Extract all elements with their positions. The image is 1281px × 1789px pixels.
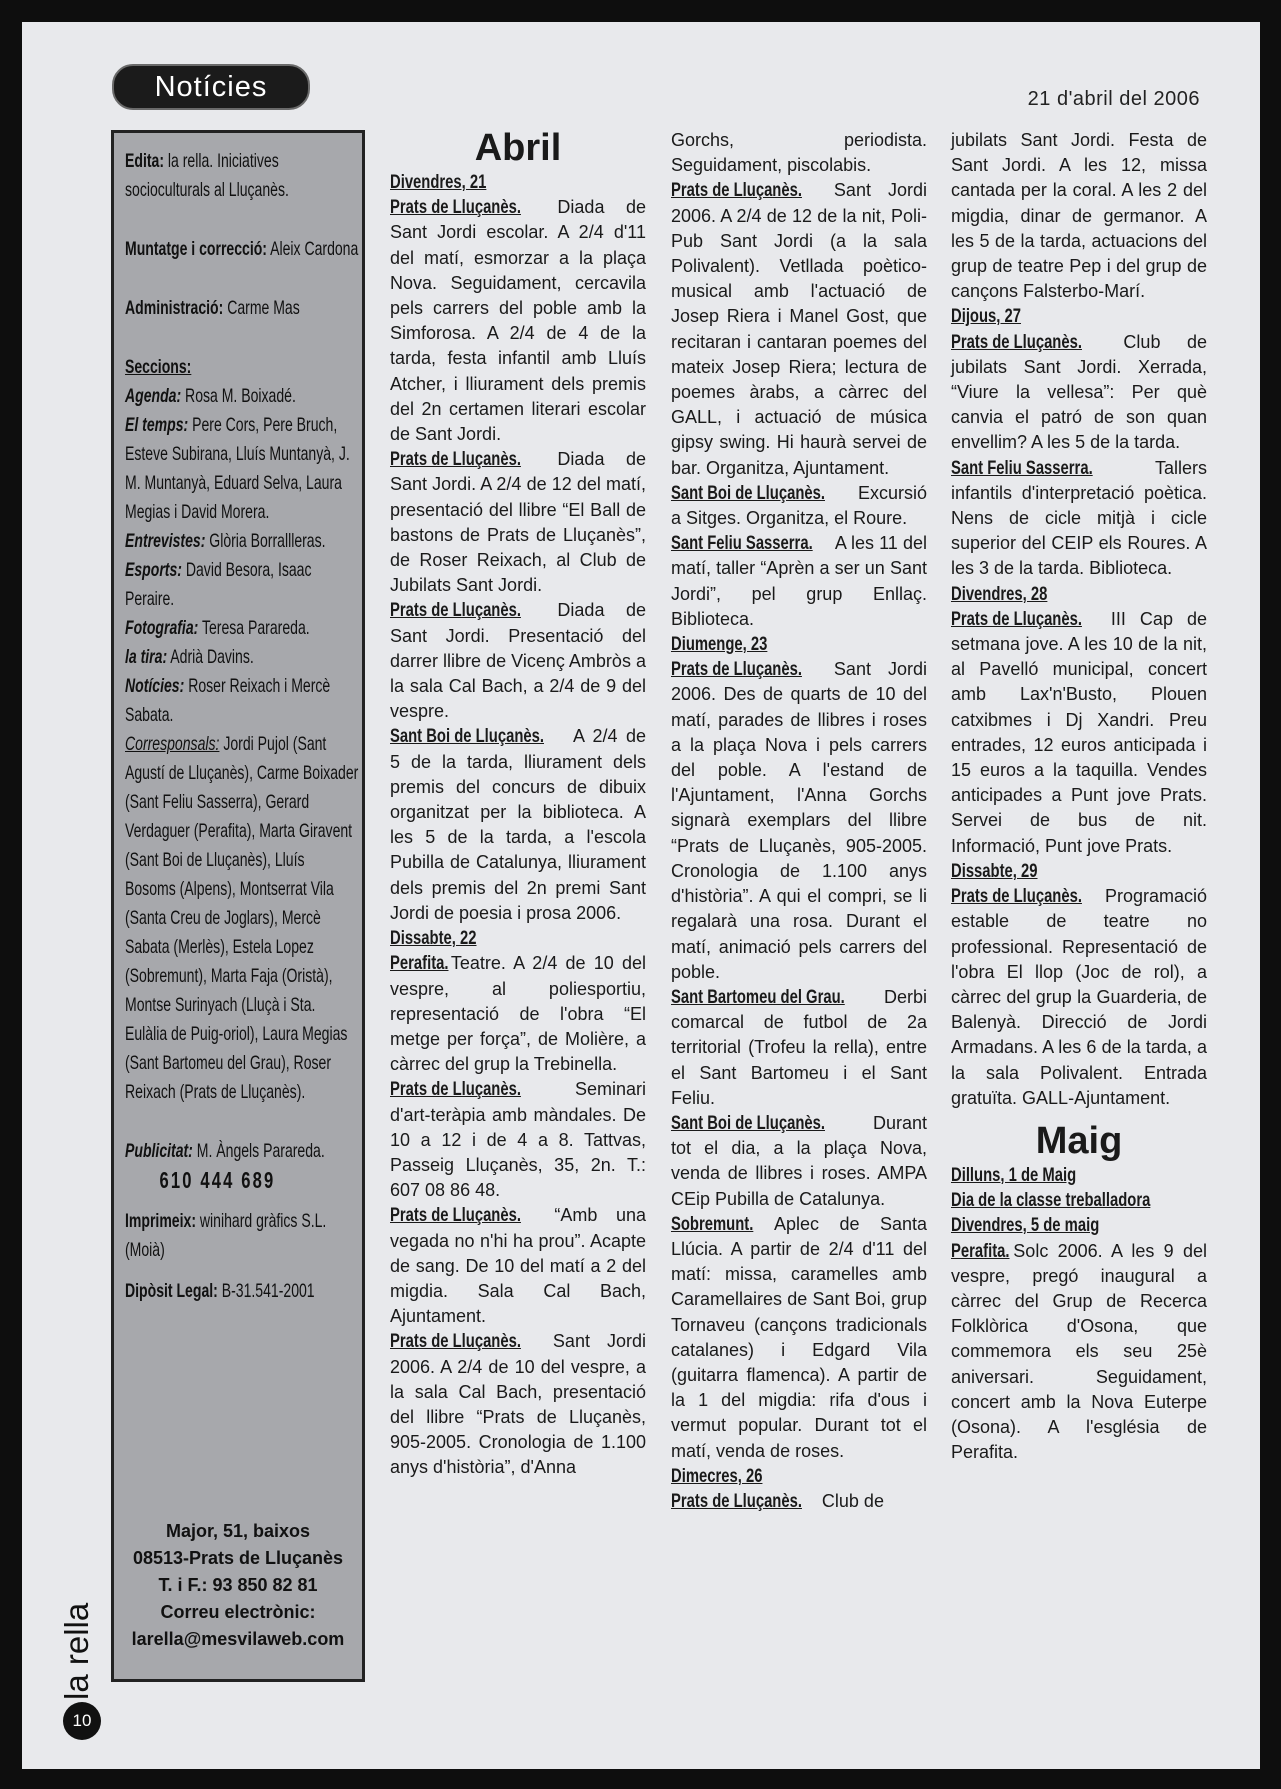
credit-administracio: Administració: Carme Mas xyxy=(125,297,300,319)
event-entry: Prats de Lluçanès. Programació estable de teatre no professional. Representació de l'obra El llop (Joc de rol), a càrrec del grup la Guarderia, de Balenyà. Direcció de Jordi Armadans. A les 6 de la tarda, a la sala Polivalent. Entrada gratuïta. GALL-Ajuntament. xyxy=(951,886,1207,1108)
credit-muntatge: Muntatge i correcció: Aleix Cardona xyxy=(125,238,359,260)
event-entry: Prats de Lluçanès. Diada de Sant Jordi escolar. A 2/4 d'11 del matí, esmorzar a la plaça Nova. Seguidament, cercavila pels carrers del poble amb la Simforosa. A 2/4 de 4 de la tarda, festa infantil amb Lluís Atcher, i lliurament dels premis del 2n certamen literari escolar de Sant Jordi. xyxy=(390,197,646,445)
event-entry: Prats de Lluçanès. Sant Jordi 2006. A 2/4 de 10 del vespre, a la sala Cal Bach, presentació del llibre “Prats de Lluçanès, 905-2005. Cronologia de 1.100 anys d'història”, d'Anna xyxy=(390,1331,646,1478)
day-heading: Dijous, 27 xyxy=(951,306,1022,328)
event-continuation: jubilats Sant Jordi. Festa de Sant Jordi. A les 12, missa cantada per la coral. A les 2 del migdia, dinar de germanor. A les 5 de la tarda, actuacions del grup de teatre Pep i del grup de cançons Falsterbo-Marí. xyxy=(951,130,1207,302)
email-address: larella@mesvilaweb.com xyxy=(131,1629,345,1649)
event-entry: Sant Feliu Sasserra. Tallers infantils d'interpretació poètica. Nens de cicle mitjà i cicle superior del CEIP els Roures. A les 3 de la tarda. Biblioteca. xyxy=(951,457,1207,579)
event-entry: Prats de Lluçanès. Club de xyxy=(671,1490,884,1512)
day-heading: Dissabte, 29 xyxy=(951,860,1038,882)
credit-edita: Edita: la rella. Iniciatives socioculturals al Lluçanès. xyxy=(125,150,289,201)
day-heading: Diumenge, 23 xyxy=(671,634,768,656)
event-entry: Sant Boi de Lluçanès. A 2/4 de 5 de la tarda, lliurament dels premis del concurs de dibuix organitzat per la biblioteca. A les 5 de la tarda, a l'escola Pubilla de Catalunya, lliurament dels premis del 2n premi Sant Jordi de poesia i prosa 2006. xyxy=(390,726,646,923)
event-entry: Prats de Lluçanès. Seminari d'art-teràpia amb màndales. De 10 a 12 i de 4 a 8. Tattvas, Passeig Lluçanès, 35, 2n. T.: 607 08 86 48. xyxy=(390,1079,646,1201)
agenda-column-1 xyxy=(390,126,646,1481)
page-number: 10 xyxy=(63,1702,101,1740)
month-heading: Maig xyxy=(1035,1119,1123,1162)
credit-esports: Esports: David Besora, Isaac Peraire. xyxy=(125,559,312,610)
event-entry: Prats de Lluçanès. Diada de Sant Jordi. A 2/4 de 12 del matí, presentació del llibre “El Ball de bastons de Prats de Lluçanès”, de Roser Reixach, al Club de Jubilats Sant Jordi. xyxy=(390,449,646,596)
event-entry: Sant Boi de Lluçanès. Excursió a Sitges. Organitza, el Roure. xyxy=(671,482,927,529)
address-line: Major, 51, baixos xyxy=(165,1521,311,1541)
address-block xyxy=(122,1518,354,1653)
credit-fotografia: Fotografia: Teresa Parareda. xyxy=(125,617,310,639)
event-entry: Prats de Lluçanès. Club de jubilats Sant Jordi. Xerrada, “Viure la vellesa”: Per què canvia el patró de son quan envellim? A les 5 de la tarda. xyxy=(951,331,1207,453)
agenda-column-2 xyxy=(671,128,927,1514)
event-entry: Sobremunt. Aplec de Santa Llúcia. A partir de 2/4 d'11 del matí: missa, caramelles amb Caramellaires de Sant Boi, grup Tornaveu (cançons tradicionals catalanes) i Edgard Vila (guitarra flamenca). A partir de la 1 del migdia: rifa d'ous i vermut popular. Durant tot el matí, venda de roses. xyxy=(671,1213,927,1461)
credit-phone: 610 444 689 xyxy=(159,1167,276,1193)
address-line: 08513-Prats de Lluçanès xyxy=(132,1548,344,1568)
month-heading: Abril xyxy=(474,127,562,169)
credit-diposit: Dipòsit Legal: B-31.541-2001 xyxy=(125,1280,315,1302)
publication-name: la rella xyxy=(58,1602,95,1700)
credit-imprimeix: Imprimeix: winihard gràfics S.L. (Moià) xyxy=(125,1210,327,1261)
credit-entrevistes: Entrevistes: Glòria Borrallleras. xyxy=(125,530,326,552)
day-heading: Divendres, 21 xyxy=(390,172,487,193)
agenda-column-3 xyxy=(951,128,1207,1465)
credit-corresponsals: Corresponsals: Jordi Pujol (Sant Agustí de Lluçanès), Carme Boixader (Sant Feliu Sasserra), Gerard Verdaguer (Perafita), Marta Giravent (Sant Boi de Lluçanès), Lluís Bosoms (Alpens), Montserrat Vila (Santa Creu de Joglars), Mercè Sabata (Merlès), Estela Lopez (Sobremunt), Marta Faja (Oristà), Montse Surinyach (Lluçà i Sta. Eulàlia de Puig-oriol), Laura Megias (Sant Bartomeu del Grau), Roser Reixach (Prats de Lluçanès). xyxy=(125,733,359,1103)
credit-temps: El temps: Pere Cors, Pere Bruch, Esteve Subirana, Lluís Muntanyà, J. M. Muntanyà, Eduard Selva, Laura Megias i David Morera. xyxy=(125,414,350,523)
event-entry: Sant Bartomeu del Grau. Derbi comarcal de futbol de 2a territorial (Trofeu la rella), entre el Sant Bartomeu i el Sant Feliu. xyxy=(671,986,927,1108)
day-heading: Dimecres, 26 xyxy=(671,1465,763,1487)
event-entry: Perafita. Solc 2006. A les 9 del vespre, pregó inaugural a càrrec del Grup de Recerca Folklòrica d'Osona, que commemora els seu 25è aniversari. Seguidament, concert amb la Nova Euterpe (Osona). A l'església de Perafita. xyxy=(951,1240,1207,1463)
address-line: T. i F.: 93 850 82 81 xyxy=(158,1575,318,1595)
day-heading: Dissabte, 22 xyxy=(390,928,477,950)
event-entry: Sant Feliu Sasserra. A les 11 del matí, taller “Aprèn a ser un Sant Jordi”, pel grup Enllaç. Biblioteca. xyxy=(671,533,927,629)
event-entry: Prats de Lluçanès. III Cap de setmana jove. A les 10 de la nit, al Pavelló municipal, concert amb Lax'n'Busto, Plouen catxibmes i Dj Xandri. Preu entrades, 12 euros anticipada i 15 euros a la taquilla. Vendes anticipades a Punt jove Prats. Servei de bus de nit. Informació, Punt jove Prats. xyxy=(951,608,1207,856)
credit-seccions: Seccions: xyxy=(125,356,192,378)
credit-agenda: Agenda: Rosa M. Boixadé. xyxy=(125,385,296,407)
day-heading: Dilluns, 1 de Maig xyxy=(951,1164,1077,1186)
day-heading: Divendres, 5 de maig xyxy=(951,1215,1100,1237)
day-heading: Divendres, 28 xyxy=(951,583,1048,605)
event-entry: Perafita. Teatre. A 2/4 de 10 del vespre, al poliesportiu, representació de l'obra “El metge per força”, de Molière, a càrrec del grup la Trebinella. xyxy=(390,953,646,1075)
credit-publicitat: Publicitat: M. Àngels Parareda. xyxy=(125,1140,325,1162)
day-subheading: Dia de la classe treballadora xyxy=(951,1190,1151,1212)
credits-box xyxy=(111,130,365,1682)
section-badge: Notícies xyxy=(112,64,310,110)
event-entry: Prats de Lluçanès. Diada de Sant Jordi. Presentació del darrer llibre de Vicenç Ambròs a la sala Cal Bach, a 2/4 de 9 del vespre. xyxy=(390,600,646,722)
event-entry: Prats de Lluçanès. Sant Jordi 2006. A 2/4 de 12 de la nit, Poli-Pub Sant Jordi (a la sala Polivalent). Vetllada poètico-musical amb l'actuació de Josep Riera i Manel Gost, que recitaran i cantaran poemes del mateix Josep Riera; lectura de poemes àrabs, a càrrec del GALL, i actuació de música gipsy swing. Hi haurà servei de bar. Organitza, Ajuntament. xyxy=(671,180,927,478)
event-entry: Sant Boi de Lluçanès. Durant tot el dia, a la plaça Nova, venda de llibres i roses. AMPA CEip Pubilla de Catalunya. xyxy=(671,1112,927,1209)
event-entry: Prats de Lluçanès. Sant Jordi 2006. Des de quarts de 10 del matí, parades de llibres i roses a la plaça Nova i pels carrers del poble. A l'estand de l'Ajuntament, l'Anna Gorchs signarà exemplars del llibre “Prats de Lluçanès, 905-2005. Cronologia de 1.100 anys d'història”. A qui el compri, se li regalarà una rosa. Durant el matí, animació pels carrers del poble. xyxy=(671,659,927,982)
event-continuation: Gorchs, periodista. Seguidament, piscolabis. xyxy=(671,130,927,176)
credit-noticies: Notícies: Roser Reixach i Mercè Sabata. xyxy=(125,675,331,726)
credits-text xyxy=(125,147,359,1306)
address-line: Correu electrònic: xyxy=(160,1602,316,1622)
event-entry: Prats de Lluçanès. “Amb una vegada no n'hi ha prou”. Acapte de sang. De 10 del matí a 2 del migdia. Sala Cal Bach, Ajuntament. xyxy=(390,1205,646,1327)
issue-date: 21 d'abril del 2006 xyxy=(1027,88,1200,110)
credit-tira: la tira: Adrià Davins. xyxy=(125,646,254,668)
